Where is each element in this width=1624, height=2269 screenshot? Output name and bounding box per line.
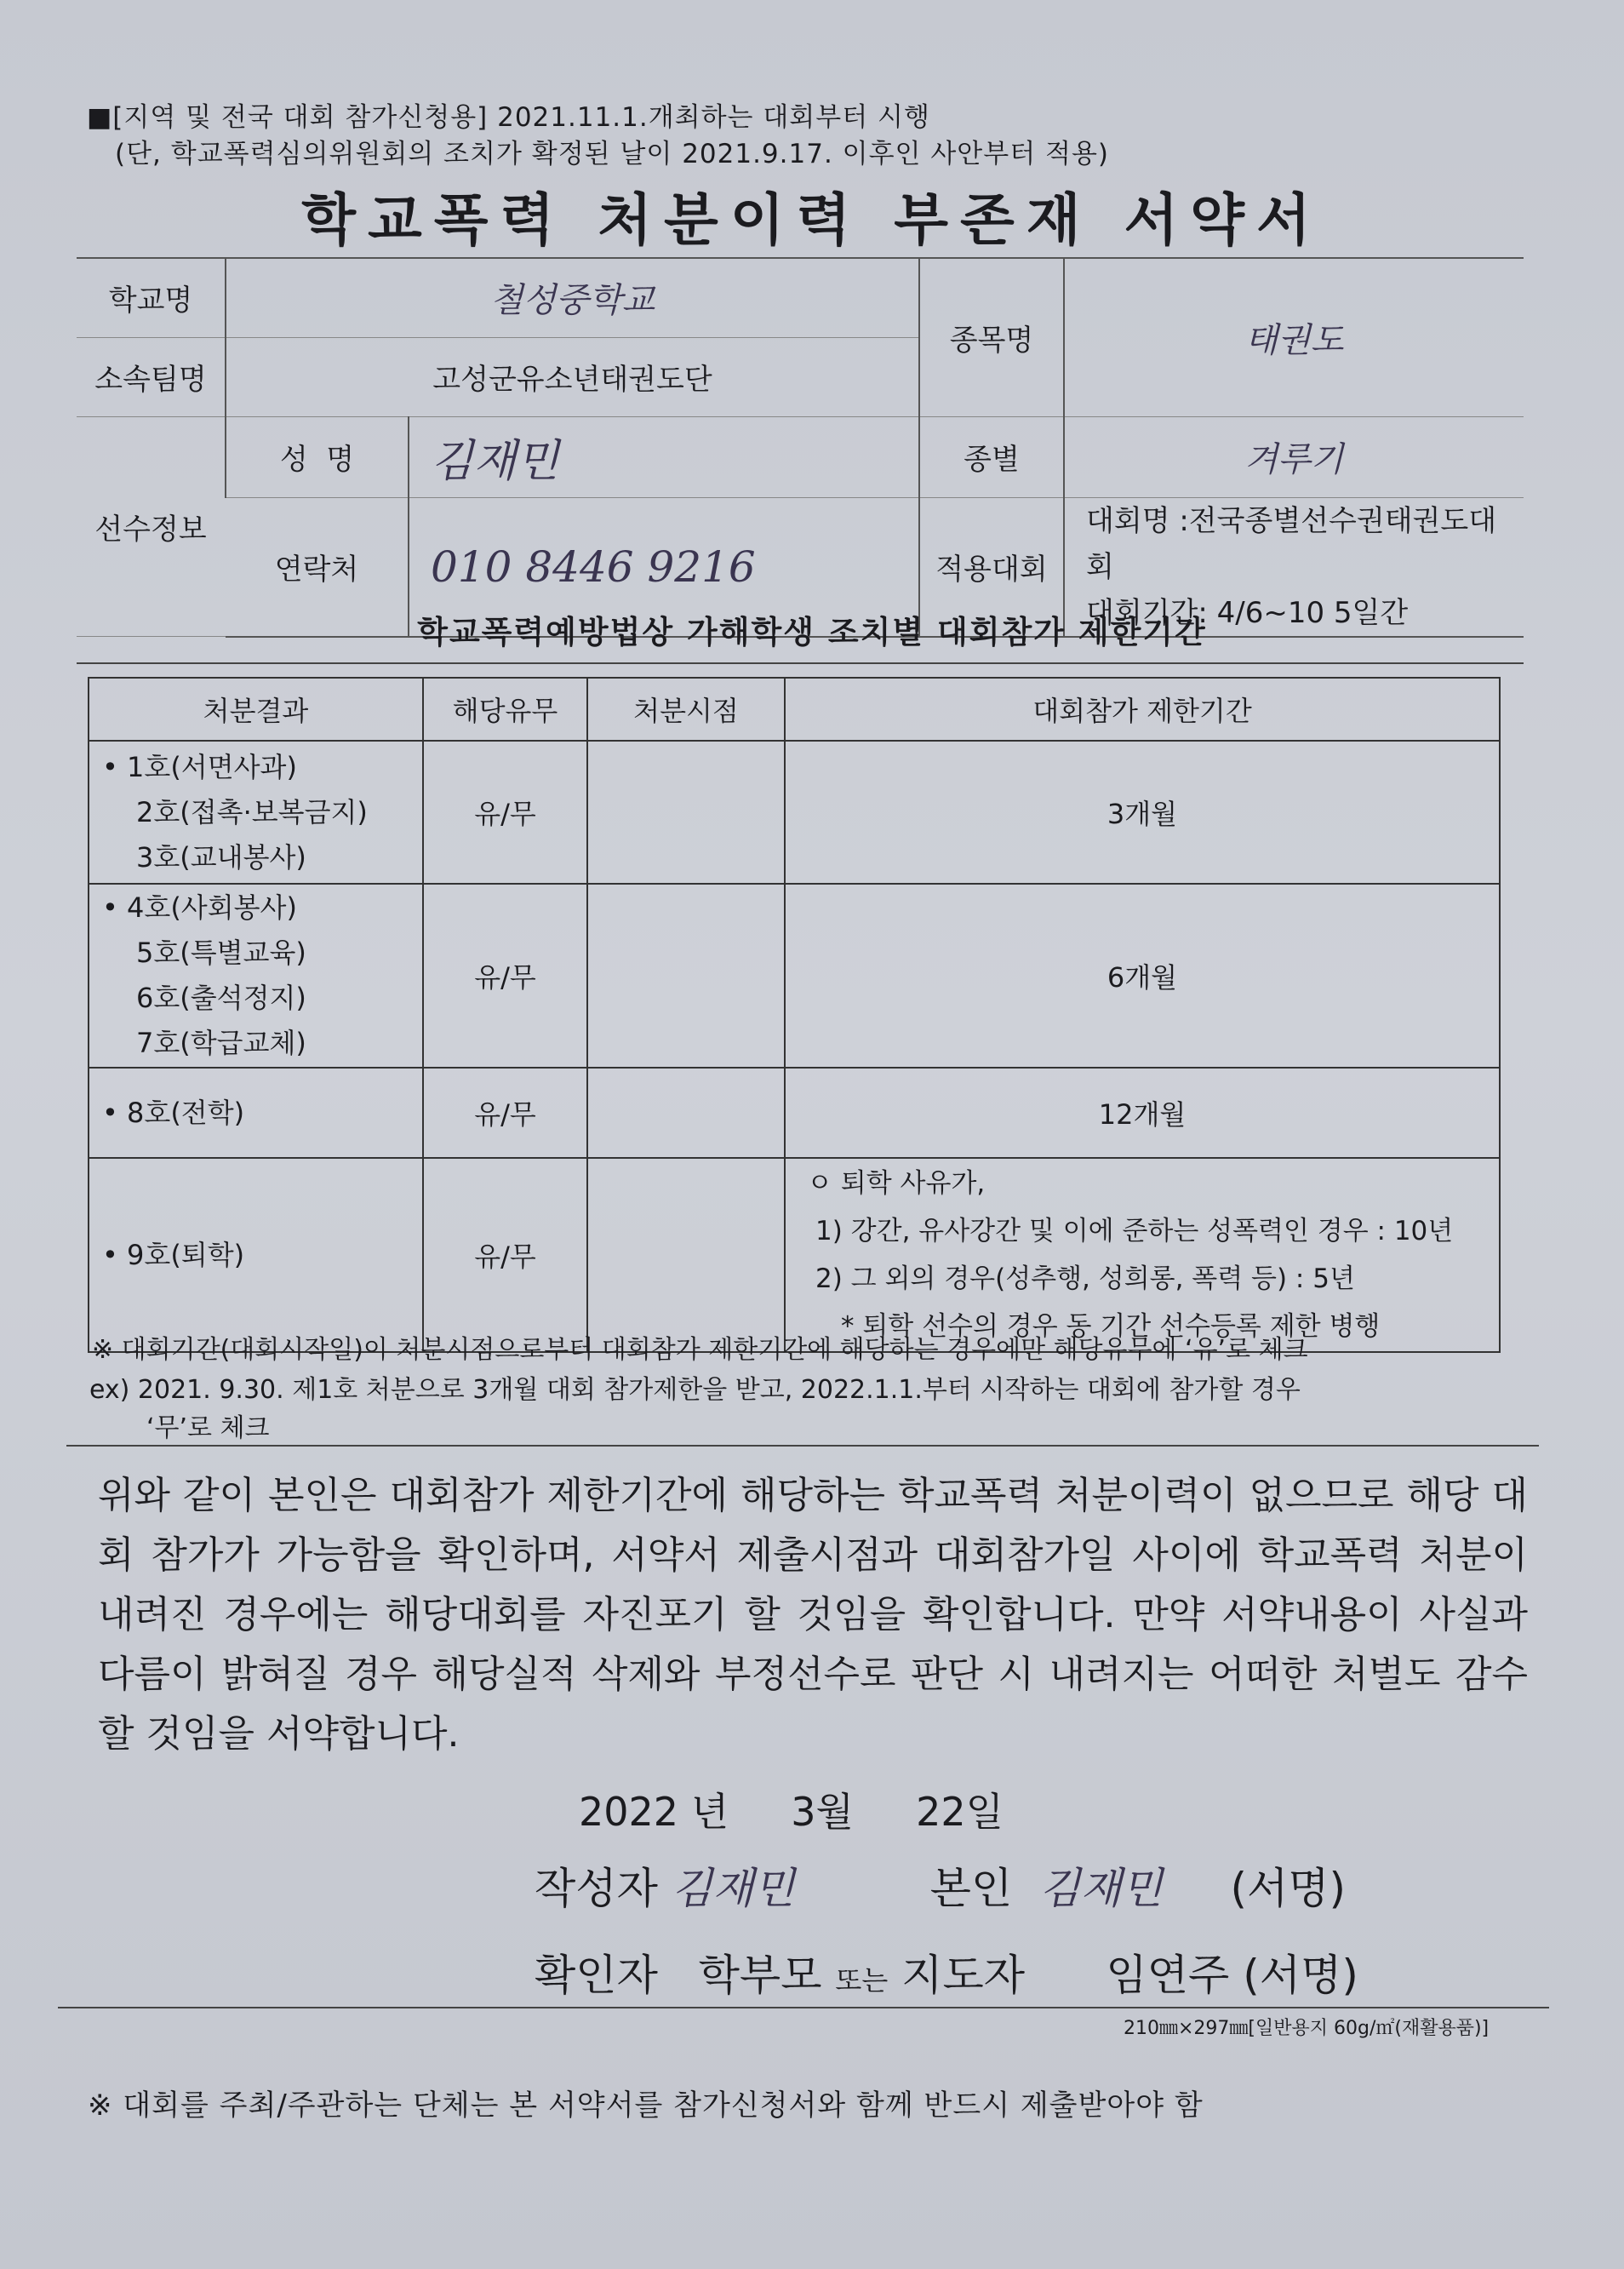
disposal-date-cell <box>587 884 785 1068</box>
pledge-text: 위와 같이 본인은 대회참가 제한기간에 해당하는 학교폭력 처분이력이 없으므로 해당 대회 참가가 가능함을 확인하며, 서약서 제출시점과 대회참가일 사이에 학교폭력 처분이 내려진 경우에는 해당대회를 자진포기 할 것임을 확인합니다. 만약 서약내용이 사실과 다름이 밝혀질 경우 해당실적 삭제와 부정선수로 판단 시 내려지는 어떠한 처벌도 감수할 것임을 서약합니다. <box>98 1474 1529 1756</box>
date-month: 3 <box>791 1789 816 1835</box>
header-disposal-date: 처분시점 <box>587 678 785 741</box>
coach-label: 지도자 <box>901 1951 1026 2000</box>
divider <box>58 2007 1549 2008</box>
event-name: 대회명 :전국종별선수권태권도대회 <box>1086 503 1497 584</box>
notice-line-1: ■[지역 및 전국 대회 참가신청용] 2021.11.1.개최하는 대회부터 시행 <box>87 102 930 133</box>
table-row <box>89 1068 1500 1158</box>
note-check-rule: ※ 대회기간(대회시작일)이 처분시점으로부터 대회참가 제한기간에 해당하는 경우에만 해당유무에 ‘유’로 체크 <box>92 1335 1308 1365</box>
divider <box>66 1445 1539 1447</box>
info-table <box>77 257 1524 638</box>
period-cell: 3개월 <box>785 741 1500 884</box>
disciplinary-table <box>88 677 1501 1353</box>
confirmer-label: 확인자 <box>535 1951 658 2000</box>
period-cell: ㅇ 퇴학 사유가, 1) 강간, 유사강간 및 이에 준하는 성폭력인 경우 : 10년 2) 그 외의 경우(성추행, 성희롱, 폭력 등) : 5년 * 퇴학 선수의 경우 동 기간 선수등록 제한 병행 <box>785 1158 1500 1352</box>
header-result: 처분결과 <box>89 678 423 741</box>
name-label: 성 명 <box>226 416 409 497</box>
divider <box>77 662 1524 664</box>
contact-value: 010 8446 9216 <box>409 497 919 637</box>
team-value: 고성군유소년태권도단 <box>226 337 919 416</box>
period-cell: 12개월 <box>785 1068 1500 1158</box>
table-row <box>89 884 1500 1068</box>
sport-label: 종목명 <box>919 258 1064 416</box>
restriction-heading: 학교폭력예방법상 가해학생 조치별 대회참가 제한기간 <box>417 614 1207 650</box>
applicable-cell: 유/무 <box>423 1068 587 1158</box>
sport-value: 태권도 <box>1064 258 1524 416</box>
disposal-date-cell <box>587 1158 785 1352</box>
sign-mark: (서명) <box>1243 1951 1358 2000</box>
applicable-cell: 유/무 <box>423 884 587 1068</box>
notice-line-2: (단, 학교폭력심의위원회의 조치가 확정된 날이 2021.9.17. 이후인 사안부터 적용) <box>115 139 1109 169</box>
result-cell: • 1호(서면사과) 2호(접촉·보복금지) 3호(교내봉사) <box>89 741 423 884</box>
self-signature: 김재민 <box>1039 1864 1163 1913</box>
contact-label: 연락처 <box>226 497 409 637</box>
self-label: 본인 <box>929 1864 1013 1913</box>
parent-label: 학부모 <box>698 1951 822 2000</box>
athlete-info-label: 선수정보 <box>77 416 226 637</box>
result-cell: • 4호(사회봉사) 5호(특별교육) 6호(출석정지) 7호(학급교체) <box>89 884 423 1068</box>
table-row <box>89 741 1500 884</box>
writer-signature-line <box>535 1854 1346 1916</box>
writer-signature: 김재민 <box>671 1864 795 1913</box>
category-label: 종별 <box>919 416 1064 497</box>
period-cell: 6개월 <box>785 884 1500 1068</box>
applicable-cell: 유/무 <box>423 741 587 884</box>
sign-mark: (서명) <box>1230 1864 1347 1913</box>
team-label: 소속팀명 <box>77 337 226 416</box>
school-value: 철성중학교 <box>226 258 919 337</box>
or-label: 또는 <box>835 1964 889 1997</box>
writer-label: 작성자 <box>535 1864 658 1913</box>
date-day: 22 <box>916 1789 966 1835</box>
bottom-notice: ※ 대회를 주최/주관하는 단체는 본 서약서를 참가신청서와 함께 반드시 제출받아야 함 <box>88 2089 1204 2123</box>
date-year: 2022 <box>579 1789 679 1835</box>
name-value: 김재민 <box>409 416 919 497</box>
confirmer-signature-line <box>535 1941 1358 2003</box>
school-label: 학교명 <box>77 258 226 337</box>
header-applicable: 해당유무 <box>423 678 587 741</box>
applicable-cell: 유/무 <box>423 1158 587 1352</box>
table-row <box>89 1158 1500 1352</box>
document-title: 학교폭력 처분이력 부존재 서약서 <box>301 187 1323 253</box>
event-period: 대회기간: 4/6~10 5일간 <box>1086 595 1409 630</box>
header-restriction-period: 대회참가 제한기간 <box>785 678 1500 741</box>
coach-name: 임연주 <box>1106 1951 1230 2000</box>
signing-date: 2022 년 3월 22일 <box>579 1789 1004 1835</box>
paper-spec: 210㎜×297㎜[일반용지 60g/㎡(재활용품)] <box>1124 2018 1490 2039</box>
event-label: 적용대회 <box>919 497 1064 637</box>
disposal-date-cell <box>587 741 785 884</box>
example-line-1: ex) 2021. 9.30. 제1호 처분으로 3개월 대회 참가제한을 받고, 2022.1.1.부터 시작하는 대회에 참가할 경우 <box>89 1375 1301 1405</box>
result-cell: • 8호(전학) <box>89 1068 423 1158</box>
category-value: 겨루기 <box>1064 416 1524 497</box>
example-line-2: ‘무’로 체크 <box>146 1413 270 1443</box>
disposal-date-cell <box>587 1068 785 1158</box>
result-cell: • 9호(퇴학) <box>89 1158 423 1352</box>
